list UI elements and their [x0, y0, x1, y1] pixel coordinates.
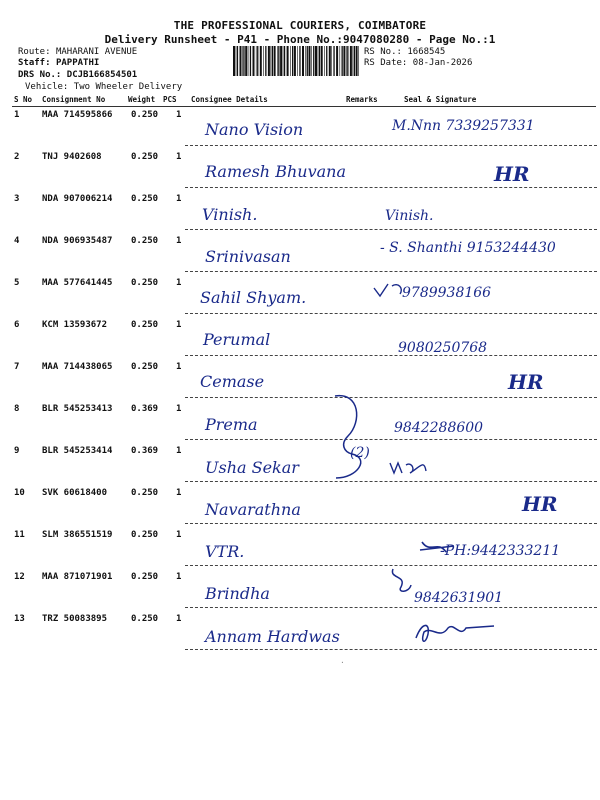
cell-consignment-no: BLR 545253413	[42, 404, 113, 414]
cell-consignment-no: MAA 577641445	[42, 278, 113, 288]
handwritten-consignee: Sahil Shyam.	[200, 288, 307, 307]
barcode-bar	[236, 46, 237, 76]
barcode-bar	[256, 46, 257, 76]
cell-pcs: 1	[176, 320, 182, 330]
barcode-bar	[248, 46, 249, 76]
cell-weight: 0.250	[131, 362, 159, 372]
cell-consignment-no: NDA 907006214	[42, 194, 113, 204]
route-value: MAHARANI AVENUE	[55, 47, 138, 57]
cell-consignment-no: NDA 906935487	[42, 236, 113, 246]
barcode-bar	[263, 46, 264, 76]
runsheet-subtitle: Delivery Runsheet - P41 - Phone No.:9047080280 - Page No.:1	[104, 33, 496, 46]
cell-weight: 0.250	[131, 614, 159, 624]
handwritten-consignee: Brindha	[205, 584, 270, 603]
barcode-bar	[324, 46, 325, 76]
barcode-bar	[331, 46, 332, 76]
barcode-bar	[313, 46, 314, 76]
cell-consignment-no: MAA 871071901	[42, 572, 113, 582]
barcode-bar	[233, 46, 235, 76]
cell-consignment-no: MAA 714438065	[42, 362, 113, 372]
cell-weight: 0.250	[131, 194, 159, 204]
handwritten-signature: 9842631901	[414, 590, 504, 606]
barcode-bar	[283, 46, 284, 76]
barcode-bar	[326, 46, 327, 76]
signature-scribble	[388, 455, 428, 479]
handwritten-consignee: Ramesh Bhuvana	[205, 162, 346, 181]
handwritten-consignee: Cemase	[200, 372, 265, 391]
row-separator	[185, 481, 597, 482]
cell-weight: 0.250	[131, 152, 159, 162]
barcode-bar	[292, 46, 293, 76]
row-separator	[185, 523, 597, 524]
cell-weight: 0.369	[131, 446, 159, 456]
cell-pcs: 1	[176, 110, 182, 120]
cell-sno: 9	[14, 446, 20, 456]
barcode-bar	[274, 46, 276, 76]
cell-sno: 2	[14, 152, 20, 162]
barcode-bar	[257, 46, 258, 76]
handwritten-signature: HR	[508, 370, 544, 394]
table-row	[0, 404, 600, 446]
cell-sno: 13	[14, 614, 25, 624]
barcode-bar	[253, 46, 255, 76]
rs-no-line: RS No.: 1668545	[364, 47, 446, 57]
table-row	[0, 446, 600, 488]
cell-consignment-no: MAA 714595866	[42, 110, 113, 120]
cell-sno: 6	[14, 320, 20, 330]
signature-scribble-13	[410, 618, 500, 648]
row-separator	[185, 271, 597, 272]
drs-value: DCJB166854501	[66, 70, 138, 80]
drs-line: DRS No.: DCJB166854501	[18, 70, 138, 80]
barcode-bar	[318, 46, 319, 76]
row-separator	[185, 229, 597, 230]
cell-consignment-no: TNJ 9402608	[42, 152, 102, 162]
barcode-bar	[250, 46, 251, 76]
row-separator	[185, 187, 597, 188]
route-line: Route: MAHARANI AVENUE	[18, 47, 138, 57]
cell-weight: 0.250	[131, 572, 159, 582]
cell-consignment-no: SLM 386551519	[42, 530, 113, 540]
cell-sno: 1	[14, 110, 20, 120]
col-head-sno: S No	[14, 95, 33, 104]
handwritten-consignee: Srinivasan	[205, 247, 291, 266]
cell-weight: 0.250	[131, 110, 159, 120]
handwritten-consignee: Usha Sekar	[205, 458, 299, 477]
cell-pcs: 1	[176, 614, 182, 624]
row-separator	[185, 313, 597, 314]
handwritten-consignee: Prema	[205, 415, 258, 434]
cell-weight: 0.250	[131, 320, 159, 330]
cell-consignment-no: BLR 545253414	[42, 446, 113, 456]
barcode-bar	[245, 46, 247, 76]
staff-line: Staff: PAPPATHI	[18, 58, 100, 68]
cell-weight: 0.250	[131, 278, 159, 288]
cell-pcs: 1	[176, 194, 182, 204]
table-row	[0, 320, 600, 362]
handwritten-signature: Vinish.	[385, 208, 434, 224]
barcode-bar	[237, 46, 238, 76]
handwritten-signature: (2)	[350, 445, 370, 461]
rs-date-value: 08-Jan-2026	[412, 58, 473, 68]
cell-sno: 4	[14, 236, 20, 246]
cell-weight: 0.250	[131, 530, 159, 540]
barcode-bar	[350, 46, 352, 76]
col-head-weight: Weight	[128, 95, 156, 104]
barcode-bar	[353, 46, 354, 76]
cell-pcs: 1	[176, 236, 182, 246]
company-title: THE PROFESSIONAL COURIERS, COIMBATORE	[173, 19, 427, 32]
cell-consignment-no: KCM 13593672	[42, 320, 108, 330]
handwritten-consignee: Navarathna	[205, 500, 301, 519]
barcode-bar	[278, 46, 279, 76]
cell-weight: 0.250	[131, 236, 159, 246]
cell-sno: 8	[14, 404, 20, 414]
barcode-bar	[299, 46, 300, 76]
handwritten-signature: -PH:9442333211	[440, 543, 561, 559]
barcode-bar	[260, 46, 262, 76]
barcode-bar	[287, 46, 289, 76]
cell-pcs: 1	[176, 446, 182, 456]
barcode-bar	[297, 46, 298, 76]
cell-pcs: 1	[176, 278, 182, 288]
cell-pcs: 1	[176, 152, 182, 162]
cell-sno: 12	[14, 572, 25, 582]
barcode-bar	[333, 46, 334, 76]
cell-pcs: 1	[176, 530, 182, 540]
barcode-bar	[284, 46, 285, 76]
table-row	[0, 194, 600, 236]
handwritten-signature: M.Nnn 7339257331	[392, 118, 535, 134]
barcode-bar	[329, 46, 331, 76]
header-divider	[12, 106, 596, 107]
row-separator	[185, 145, 597, 146]
barcode-bar	[321, 46, 323, 76]
barcode-bar	[272, 46, 273, 76]
barcode-image	[233, 46, 360, 76]
barcode-bar	[242, 46, 243, 76]
barcode-bar	[354, 46, 355, 76]
handwritten-consignee: VTR.	[205, 542, 245, 561]
barcode-bar	[336, 46, 338, 76]
handwritten-signature: HR	[522, 492, 558, 516]
handwritten-signature: 9842288600	[394, 420, 484, 436]
handwritten-signature: 9080250768	[398, 340, 488, 356]
barcode-bar	[290, 46, 291, 76]
cell-weight: 0.369	[131, 404, 159, 414]
barcode-bar	[309, 46, 311, 76]
cell-pcs: 1	[176, 362, 182, 372]
barcode-bar	[311, 46, 312, 76]
cell-sno: 7	[14, 362, 20, 372]
col-head-remarks: Remarks	[346, 95, 378, 104]
handwritten-signature: - S. Shanthi 9153244430	[380, 240, 556, 256]
cell-sno: 3	[14, 194, 20, 204]
col-head-consignment: Consignment No	[42, 95, 106, 104]
tick-scribble	[372, 280, 406, 300]
barcode-bar	[315, 46, 317, 76]
barcode-bar	[319, 46, 320, 76]
row-separator	[185, 355, 597, 356]
handwritten-signature: 9789938166	[402, 285, 492, 301]
row-separator	[185, 439, 597, 440]
cell-weight: 0.250	[131, 488, 159, 498]
barcode-bar	[358, 46, 359, 76]
strike-scribble	[418, 538, 458, 558]
cell-sno: 5	[14, 278, 20, 288]
barcode-bar	[243, 46, 244, 76]
rs-no-value: 1668545	[407, 47, 446, 57]
bracket-scribble	[330, 392, 390, 482]
cell-sno: 11	[14, 530, 25, 540]
col-head-pcs: PCS	[163, 95, 177, 104]
barcode-bar	[277, 46, 278, 76]
barcode-bar	[343, 46, 345, 76]
rs-date-line: RS Date: 08-Jan-2026	[364, 58, 473, 68]
row-separator	[185, 649, 597, 650]
footer-mark: .	[340, 656, 345, 665]
barcode-bar	[356, 46, 358, 76]
barcode-bar	[340, 46, 341, 76]
staff-value: PAPPATHI	[55, 58, 100, 68]
vehicle-line: Vehicle: Two Wheeler Delivery	[25, 82, 183, 92]
handwritten-consignee: Nano Vision	[205, 120, 304, 139]
barcode-bar	[294, 46, 296, 76]
signature-scribble-12	[387, 565, 415, 595]
barcode-bar	[302, 46, 304, 76]
cell-pcs: 1	[176, 404, 182, 414]
barcode-bar	[268, 46, 270, 76]
barcode-bar	[307, 46, 308, 76]
col-head-seal: Seal & Signature	[404, 95, 477, 104]
handwritten-consignee: Annam Hardwas	[205, 627, 340, 646]
barcode-bar	[240, 46, 242, 76]
barcode-bar	[342, 46, 343, 76]
cell-consignment-no: SVK 60618400	[42, 488, 108, 498]
cell-sno: 10	[14, 488, 25, 498]
table-row	[0, 572, 600, 614]
barcode-bar	[347, 46, 348, 76]
barcode-bar	[305, 46, 306, 76]
handwritten-consignee: Perumal	[203, 330, 271, 349]
handwritten-signature: HR	[494, 162, 530, 186]
handwritten-consignee: Vinish.	[202, 205, 258, 224]
row-separator	[185, 607, 597, 608]
cell-pcs: 1	[176, 488, 182, 498]
barcode-bar	[271, 46, 272, 76]
barcode-bar	[280, 46, 282, 76]
barcode-bar	[346, 46, 347, 76]
cell-consignment-no: TRZ 50083895	[42, 614, 108, 624]
vehicle-value: Two Wheeler Delivery	[73, 82, 183, 92]
row-separator	[185, 397, 597, 398]
col-head-consignee: Consignee Details	[191, 95, 268, 104]
barcode-bar	[265, 46, 266, 76]
cell-pcs: 1	[176, 572, 182, 582]
